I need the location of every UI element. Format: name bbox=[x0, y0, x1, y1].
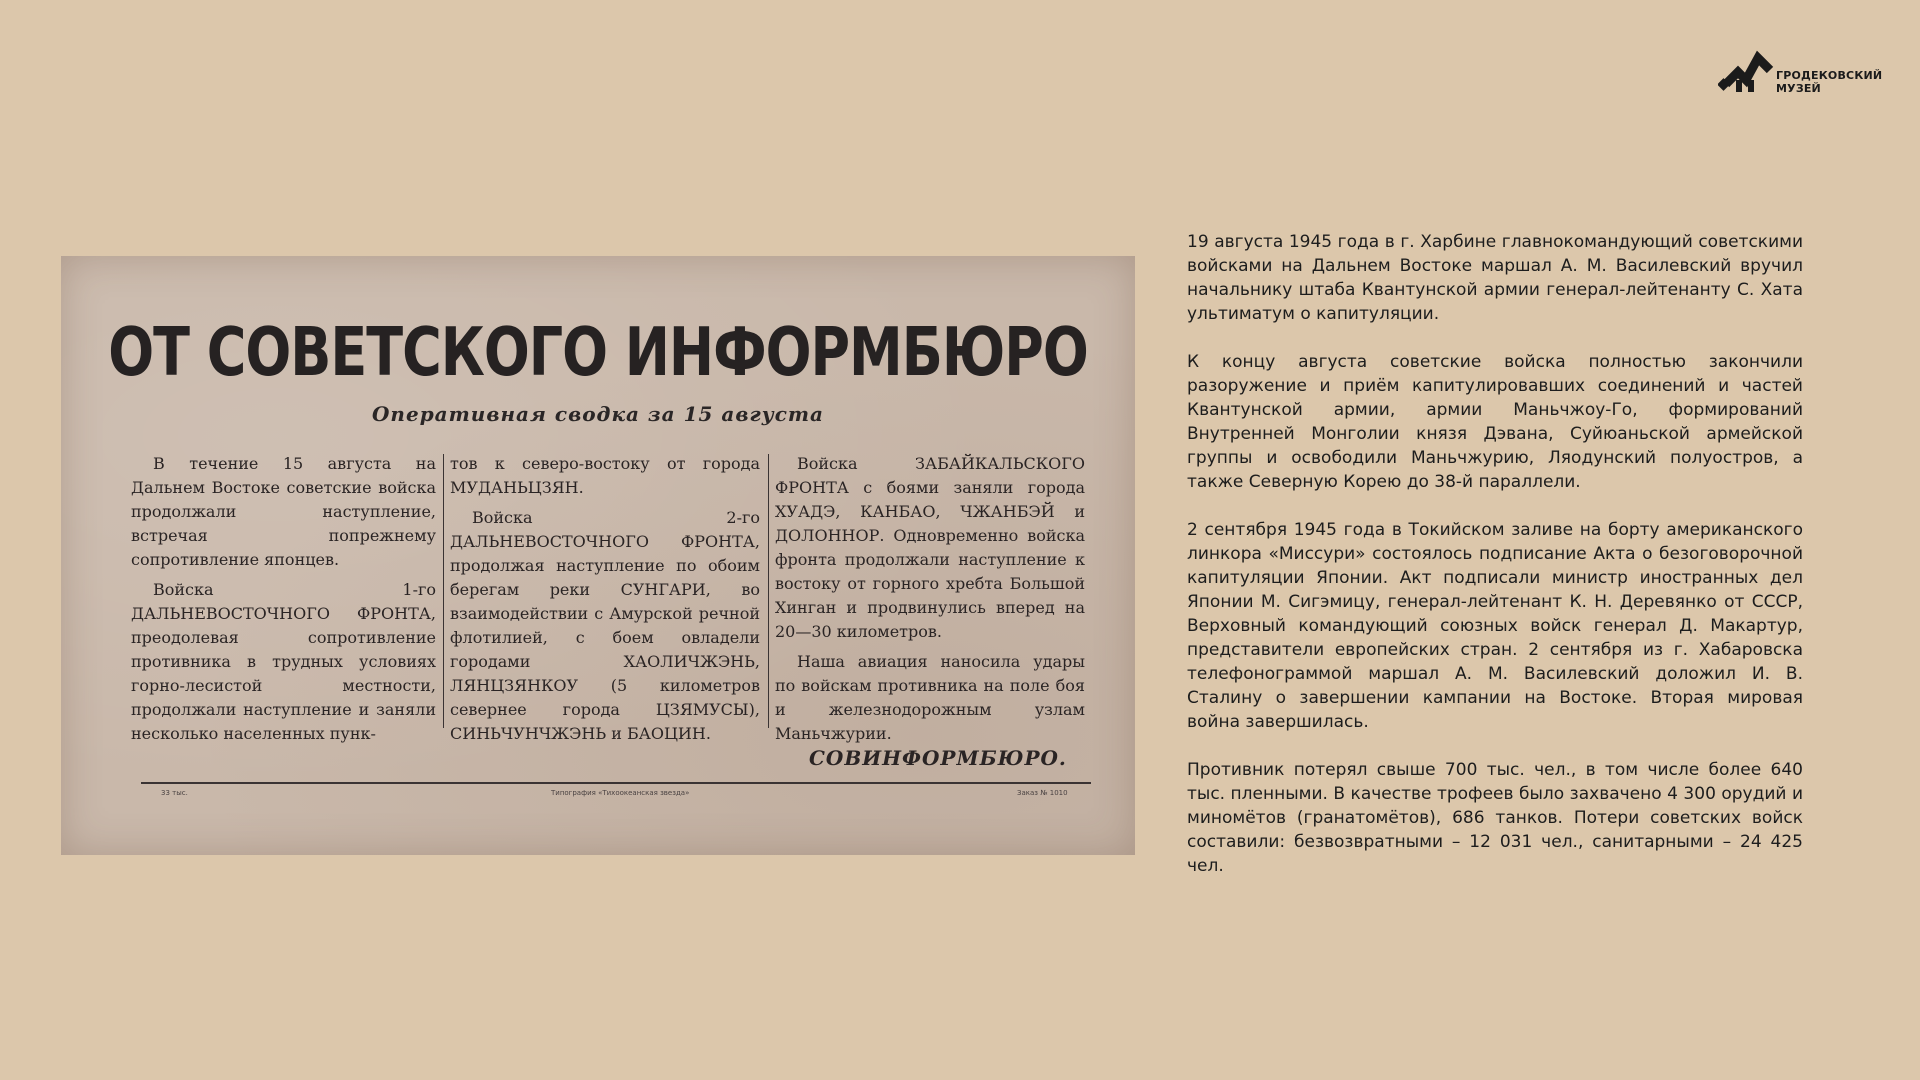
grodekov-museum-logo-icon bbox=[1718, 50, 1774, 98]
column-divider bbox=[768, 454, 769, 728]
article-paragraph: 19 августа 1945 года в г. Харбине главнокомандующий советскими войсками на Дальнем Востоке маршал А. М. Василевский вручил начальнику штаба Квантунской армии генерал-лейтенанту С. Хата ультиматум о капитуляции. bbox=[1187, 232, 1803, 324]
article-paragraph: К концу августа советские войска полностью закончили разоружение и приём капитулировавших соединений и частей Квантунской армии, армии Маньчжоу-Го, формирований Внутренней Монголии князя Дэвана, Суйюаньской армейской группы и освободили Маньчжурию, Ляодунский полуостров, а также Северную Корею до 38-й параллели. bbox=[1187, 352, 1803, 492]
column-divider bbox=[443, 454, 444, 728]
newspaper-clipping bbox=[61, 256, 1135, 855]
clipping-column-1 bbox=[131, 452, 436, 752]
article-text bbox=[1187, 230, 1803, 902]
clipping-paragraph: Войска ЗАБАЙКАЛЬСКОГО ФРОНТА с боями заняли города ХУАДЭ, КАНБАО, ЧЖАНБЭЙ и ДОЛОННОР. Одновременно войска фронта продолжали наступление к востоку от горного хребта Большой Хинган и продвинулись вперед на 20—30 километров. bbox=[775, 454, 1085, 641]
clipping-paragraph: Войска 1-го ДАЛЬНЕВОСТОЧНОГО ФРОНТА, преодолевая сопротивление противника в трудных условиях горно-лесистой местности, продолжали наступление и заняли несколько населенных пунк- bbox=[131, 580, 436, 743]
clipping-title: ОТ СОВЕТСКОГО ИНФОРМБЮРО bbox=[108, 313, 1088, 392]
museum-name-line2: МУЗЕЙ bbox=[1776, 82, 1821, 95]
clipping-column-2 bbox=[450, 452, 760, 752]
clipping-paragraph: тов к северо-востоку от города МУДАНЬЦЗЯН. bbox=[450, 454, 760, 497]
clipping-signature: СОВИНФОРМБЮРО. bbox=[809, 746, 1067, 770]
clipping-subtitle: Оперативная сводка за 15 августа bbox=[372, 402, 824, 426]
museum-name-line1: ГРОДЕКОВСКИЙ bbox=[1776, 69, 1883, 82]
clipping-paragraph: Наша авиация наносила удары по войскам противника на поле боя и железнодорожным узлам Маньчжурии. bbox=[775, 652, 1085, 743]
order-number: Заказ № 1010 bbox=[1017, 789, 1068, 797]
article-paragraph: 2 сентября 1945 года в Токийском заливе на борту американского линкора «Миссури» состоялось подписание Акта о безоговорочной капитуляции Японии. Акт подписали министр иностранных дел Японии М. Сигэмицу, генерал-лейтенант К. Н. Деревянко от СССР, Верховный командующий союзных войск генерал Д. Макартур, представители европейских стран. 2 сентября из г. Хабаровска телефонограммой маршал А. М. Василевский доложил И. В. Сталину о завершении кампании на Востоке. Вторая мировая война завершилась. bbox=[1187, 520, 1803, 732]
clipping-paragraph: Войска 2-го ДАЛЬНЕВОСТОЧНОГО ФРОНТА, продолжая наступление по обоим берегам реки СУНГАРИ, во взаимодействии с Амурской речной флотилией, с боем овладели городами ХАОЛИЧЖЭНЬ, ЛЯНЦЗЯНКОУ (5 километров севернее города ЦЗЯМУСЫ), СИНЬЧУНЧЖЭНЬ и БАОЦИН. bbox=[450, 508, 760, 743]
museum-name bbox=[1776, 69, 1882, 95]
clipping-column-3 bbox=[775, 452, 1085, 752]
article-paragraph: Противник потерял свыше 700 тыс. чел., в том числе более 640 тыс. пленными. В качестве трофеев было захвачено 4 300 орудий и миномётов (гранатомётов), 686 танков. Потери советских войск составили: безвозвратными – 12 031 чел., санитарными – 24 425 чел. bbox=[1187, 760, 1803, 876]
museum-logo bbox=[1718, 50, 1888, 98]
clipping-paragraph: В течение 15 августа на Дальнем Востоке советские войска продолжали наступление, встречая попрежнему сопротивление японцев. bbox=[131, 454, 436, 569]
print-run: 33 тыс. bbox=[161, 789, 188, 797]
printer-name: Типография «Тихоокеанская звезда» bbox=[551, 789, 690, 797]
clipping-bottom-rule bbox=[141, 782, 1091, 784]
